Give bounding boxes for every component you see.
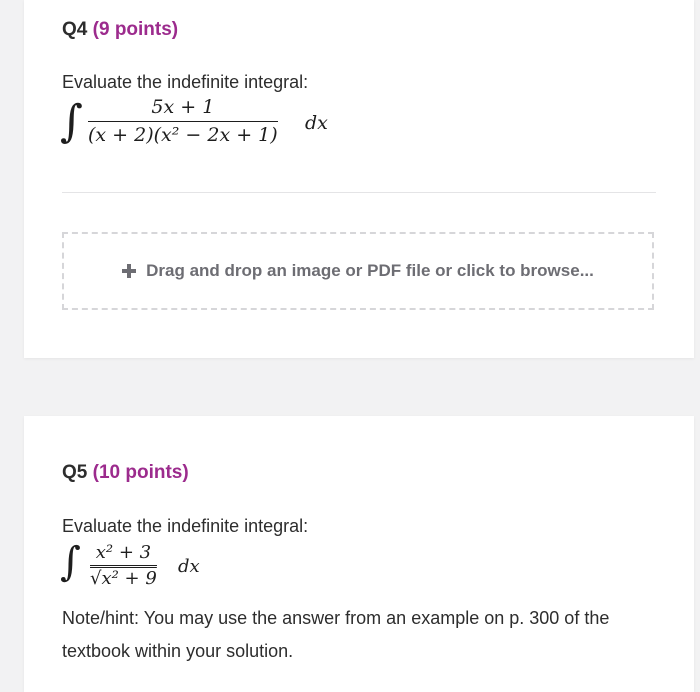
integral-fraction <box>88 96 278 146</box>
fraction-denominator: (x + 2)(x² − 2x + 1) <box>88 124 278 147</box>
integral-differential: dx <box>305 112 328 134</box>
question-points: (9 points) <box>92 19 179 40</box>
question-card-q5 <box>24 416 694 692</box>
question-card-q4 <box>24 0 694 358</box>
integral-sign: ∫ <box>60 96 83 147</box>
fraction-bar <box>90 565 157 566</box>
question-header <box>62 19 178 41</box>
question-number: Q5 <box>62 462 88 483</box>
question-points: (10 points) <box>92 462 189 483</box>
fraction-numerator: 5x + 1 <box>151 96 215 118</box>
question-prompt: Evaluate the indefinite integral: <box>62 516 309 536</box>
question-header <box>62 462 189 484</box>
file-upload-dropzone[interactable] <box>62 232 654 310</box>
upload-label: Drag and drop an image or PDF file or click to browse... <box>146 261 594 280</box>
integral-fraction <box>90 542 157 589</box>
integral-expression <box>60 94 360 164</box>
integral-sign: ∫ <box>60 539 81 585</box>
fraction-bar <box>88 121 278 122</box>
divider <box>62 192 656 193</box>
integral-differential: dx <box>178 556 200 577</box>
fraction-numerator: x² + 3 <box>95 542 152 563</box>
question-number: Q4 <box>62 19 88 40</box>
question-prompt: Evaluate the indefinite integral: <box>62 72 309 92</box>
fraction-denominator: √x² + 9 <box>90 568 157 590</box>
plus-icon <box>122 264 136 278</box>
question-hint: Note/hint: You may use the answer from an example on p. 300 of the textbook within your solution. <box>62 608 610 661</box>
integral-expression <box>60 540 260 602</box>
